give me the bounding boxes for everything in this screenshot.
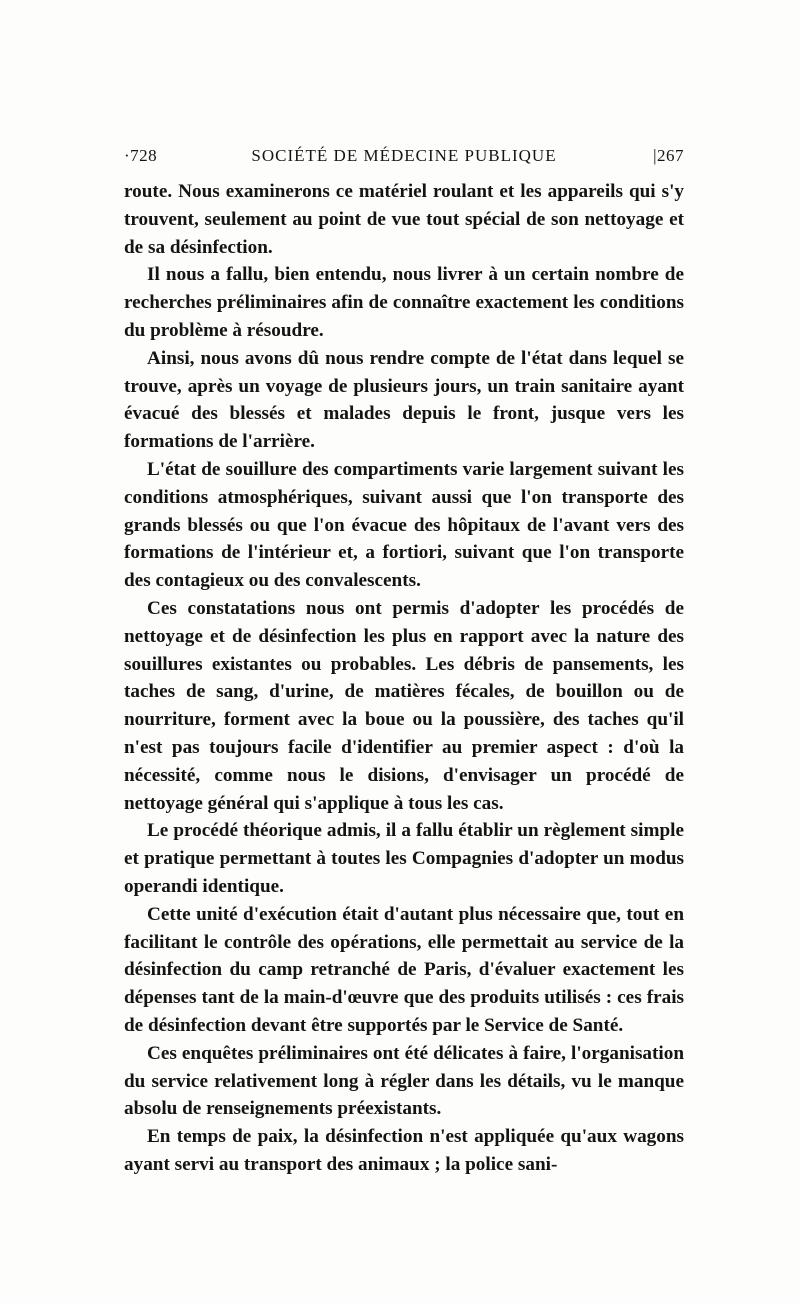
page-header bbox=[124, 146, 684, 168]
paragraph: Ces enquêtes préliminaires ont été délicates à faire, l'organisation du service relativement long à régler dans les détails, vu le manque absolu de renseignements préexistants. bbox=[124, 1042, 684, 1120]
paragraph: Cette unité d'exécution était d'autant plus nécessaire que, tout en facilitant le contrôle des opérations, elle permettait au service de la désinfection du camp retranché de Paris, d'évaluer exactement les dépenses tant de la main-d'œuvre que des produits utilisés : ces frais de désinfection devant être supportés par le Service de Santé. bbox=[124, 903, 684, 1036]
body-text bbox=[124, 178, 684, 1179]
paragraph: Le procédé théorique admis, il a fallu établir un règlement simple et pratique permettant à toutes les Compagnies d'adopter un modus operandi identique. bbox=[124, 820, 684, 897]
running-title: SOCIÉTÉ DE MÉDECINE PUBLIQUE bbox=[251, 146, 557, 165]
folio-number: |267 bbox=[653, 146, 684, 165]
paragraph: Ces constatations nous ont permis d'adopter les procédés de nettoyage et de désinfection les plus en rapport avec la nature des souillures existantes ou probables. Les débris de pansements, les taches de sang, d'urine, de matières fécales, de bouillon ou de nourriture, forment avec la boue ou la poussière, des taches qu'il n'est pas toujours facile d'identifier au premier aspect : d'où la nécessité, comme nous le disions, d'envisager un procédé de nettoyage général qui s'applique à tous les cas. bbox=[124, 597, 684, 814]
paragraph: Il nous a fallu, bien entendu, nous livrer à un certain nombre de recherches préliminaires afin de connaître exactement les conditions du problème à résoudre. bbox=[124, 264, 684, 341]
paragraph: L'état de souillure des compartiments varie largement suivant les conditions atmosphériques, suivant aussi que l'on transporte des grands blessés ou que l'on évacue des hôpitaux de l'avant vers des formations de l'intérieur et, a fortiori, suivant que l'on transporte des contagieux ou des convalescents. bbox=[124, 458, 684, 592]
paragraph: Ainsi, nous avons dû nous rendre compte de l'état dans lequel se trouve, après un voyage de plusieurs jours, un train sanitaire ayant évacué des blessés et malades depuis le front, jusque vers les formations de l'arrière. bbox=[124, 347, 684, 453]
page-number: ·728 bbox=[124, 146, 158, 165]
paragraph: En temps de paix, la désinfection n'est appliquée qu'aux wagons ayant servi au transport des animaux ; la police sani- bbox=[124, 1126, 684, 1175]
paragraph: route. Nous examinerons ce matériel roulant et les appareils qui s'y trouvent, seulement au point de vue tout spécial de son nettoyage et de sa désinfection. bbox=[124, 181, 684, 258]
